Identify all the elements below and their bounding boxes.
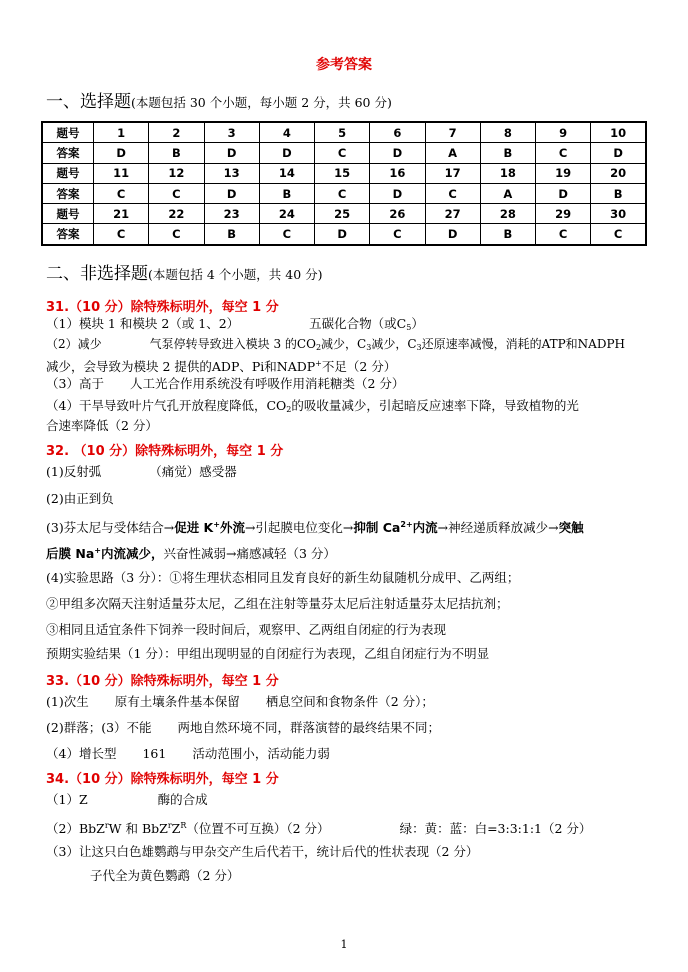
q33-text: (2)群落；(3）不能 xyxy=(46,720,152,735)
table-cell: C xyxy=(315,143,370,163)
table-row xyxy=(42,183,646,203)
q31-answer-2c: 减少，C xyxy=(321,337,367,351)
page-number: 1 xyxy=(340,938,348,951)
q33-text: （4）增长型 xyxy=(46,746,117,761)
q31-answer-2b: 气泵停转导致进入模块 3 的CO xyxy=(149,337,316,351)
q32-bold: 内流 xyxy=(412,520,438,535)
q31-heading: 31.（10 分）除特殊标明外，每空 1 分 xyxy=(46,300,279,315)
table-cell: D xyxy=(536,183,591,203)
q32-line-3 xyxy=(46,515,646,538)
table-cell: C xyxy=(259,224,314,245)
q32-sup: + xyxy=(213,520,220,529)
q32-sup: + xyxy=(94,546,101,555)
q32-line-7: ③相同且适宜条件下饲养一段时间后，观察甲、乙两组自闭症的行为表现 xyxy=(46,622,447,637)
table-cell: 19 xyxy=(536,163,591,183)
q34-text: （2）BbZ xyxy=(46,821,105,836)
q34-line-4: 子代全为黄色鹦鹉（2 分） xyxy=(90,868,240,883)
table-cell: C xyxy=(425,183,480,203)
section-2-note: (本题包括 4 个小题，共 40 分) xyxy=(148,267,323,282)
page-title: 参考答案 xyxy=(316,57,372,73)
q34-heading: 34.（10 分）除特殊标明外，每空 1 分 xyxy=(46,772,279,787)
q34-line-3: （3）让这只白色雄鹦鹉与甲杂交产生后代若干，统计后代的性状表现（2 分） xyxy=(46,844,479,859)
section-2-title: 二、非选择题 xyxy=(46,264,148,284)
table-cell: C xyxy=(536,224,591,245)
row-label: 题号 xyxy=(42,122,94,143)
table-cell: D xyxy=(425,224,480,245)
q32-heading: 32. （10 分）除特殊标明外，每空 1 分 xyxy=(46,444,284,459)
q32-text: 兴奋性减弱→痛感减轻（3 分） xyxy=(163,546,336,561)
q31-answer-3: （3）高于 xyxy=(46,376,104,391)
table-cell: 20 xyxy=(591,163,646,183)
table-cell: 27 xyxy=(425,204,480,224)
table-cell: B xyxy=(259,183,314,203)
q32-bold: 内流减少， xyxy=(100,546,164,561)
table-cell: 10 xyxy=(591,122,646,143)
q31-paren: ） xyxy=(411,316,424,331)
table-cell: 12 xyxy=(149,163,204,183)
table-cell: 9 xyxy=(536,122,591,143)
q32-sup: 2+ xyxy=(400,520,413,529)
table-cell: D xyxy=(370,143,425,163)
q31-line-6: 合速率降低（2 分） xyxy=(46,418,158,433)
q31-sub: 2 xyxy=(315,343,322,352)
table-row xyxy=(42,224,646,245)
q31-answer-2a: （2）减少 xyxy=(46,337,102,351)
q33-text: 活动范围小，活动能力弱 xyxy=(192,746,330,761)
table-cell: 29 xyxy=(536,204,591,224)
table-cell: C xyxy=(149,224,204,245)
table-cell: B xyxy=(480,143,535,163)
table-cell: 18 xyxy=(480,163,535,183)
row-label: 题号 xyxy=(42,163,94,183)
table-cell: 7 xyxy=(425,122,480,143)
q33-line-3 xyxy=(46,744,646,764)
table-cell: D xyxy=(315,224,370,245)
table-cell: D xyxy=(259,143,314,163)
q34-line-2 xyxy=(46,816,646,839)
q34-text: （1）Z xyxy=(46,792,88,807)
q32-line-2: (2)由正到负 xyxy=(46,491,114,506)
table-row xyxy=(42,163,646,183)
table-cell: 14 xyxy=(259,163,314,183)
q32-bold: 抑制 Ca xyxy=(353,520,401,535)
q34-sup: r xyxy=(104,821,109,830)
q33-text: 161 xyxy=(142,746,167,761)
table-cell: 2 xyxy=(149,122,204,143)
q32-text: →神经递质释放减少→ xyxy=(437,520,559,535)
table-cell: A xyxy=(425,143,480,163)
q34-text: 绿：黄：蓝：白=3:3:1:1（2 分） xyxy=(399,821,592,836)
q31-answer-2e: 还原速率减慢，消耗的ATP和NADPH xyxy=(421,337,626,351)
q34-text: （位置不可互换）（2 分） xyxy=(186,821,330,836)
table-cell: C xyxy=(149,183,204,203)
q33-line-1 xyxy=(46,692,646,712)
q33-heading: 33.（10 分）除特殊标明外，每空 1 分 xyxy=(46,674,279,689)
q32-answer-1b: （痛觉）感受器 xyxy=(149,464,237,479)
table-cell: C xyxy=(94,183,149,203)
q32-bold: 突触 xyxy=(558,520,584,535)
table-cell: 17 xyxy=(425,163,480,183)
table-cell: 23 xyxy=(204,204,259,224)
q31-answer-2d: 减少，C xyxy=(371,337,417,351)
table-cell: A xyxy=(480,183,535,203)
table-cell: D xyxy=(204,183,259,203)
table-row xyxy=(42,122,646,143)
table-cell: 6 xyxy=(370,122,425,143)
table-cell: 25 xyxy=(315,204,370,224)
q31-answer-1: （1）模块 1 和模块 2（或 1、2） xyxy=(46,316,240,331)
q32-text: →引起膜电位变化→ xyxy=(244,520,354,535)
q31-answer-3b: 人工光合作用系统没有呼吸作用消耗糖类（2 分） xyxy=(129,376,405,391)
q33-text: 栖息空间和食物条件（2 分）； xyxy=(265,694,434,709)
q31-sup: + xyxy=(315,359,322,368)
q31-sub: 3 xyxy=(416,343,422,352)
table-cell: B xyxy=(591,183,646,203)
table-cell: 5 xyxy=(315,122,370,143)
q31-sub: 5 xyxy=(406,323,412,332)
q31-line-4 xyxy=(46,374,646,394)
q32-line-1 xyxy=(46,462,646,482)
q31-answer-4b: 的吸收量减少，引起暗反应速率下降，导致植物的光 xyxy=(291,398,579,413)
q33-text: (1)次生 xyxy=(46,694,89,709)
table-cell: B xyxy=(480,224,535,245)
table-cell: 3 xyxy=(204,122,259,143)
table-cell: D xyxy=(591,143,646,163)
table-cell: 8 xyxy=(480,122,535,143)
q31-answer-1b: 五碳化合物（或C xyxy=(309,316,407,331)
table-cell: 15 xyxy=(315,163,370,183)
table-cell: D xyxy=(94,143,149,163)
q32-bold: 后膜 Na xyxy=(46,546,95,561)
q34-text: W 和 BbZ xyxy=(108,821,168,836)
table-cell: C xyxy=(370,224,425,245)
q31-answer-4a: （4）干旱导致叶片气孔开放程度降低，CO xyxy=(46,398,287,413)
table-cell: C xyxy=(94,224,149,245)
table-row xyxy=(42,204,646,224)
table-cell: 22 xyxy=(149,204,204,224)
q32-answer-1a: (1)反射弧 xyxy=(46,464,102,479)
q31-answer-3a: 减少，会导致为模块 2 提供的ADP、Pi和NADP xyxy=(46,359,316,374)
section-1-heading xyxy=(46,90,392,115)
q31-sub: 2 xyxy=(286,405,292,414)
table-cell: 24 xyxy=(259,204,314,224)
q32-line-6: ②甲组多次隔天注射适量芬太尼，乙组在注射等量芬太尼后注射适量芬太尼拮抗剂； xyxy=(46,596,509,611)
answer-table xyxy=(41,121,647,246)
q33-line-2 xyxy=(46,718,646,738)
table-cell: 26 xyxy=(370,204,425,224)
table-cell: D xyxy=(204,143,259,163)
q32-line-4 xyxy=(46,541,646,564)
section-1-note: (本题包括 30 个小题，每小题 2 分，共 60 分) xyxy=(131,95,392,110)
table-cell: 28 xyxy=(480,204,535,224)
table-cell: 30 xyxy=(591,204,646,224)
row-label: 题号 xyxy=(42,204,94,224)
table-cell: 1 xyxy=(94,122,149,143)
table-cell: 4 xyxy=(259,122,314,143)
table-cell: 11 xyxy=(94,163,149,183)
q34-line-1 xyxy=(46,790,646,810)
table-cell: D xyxy=(370,183,425,203)
row-label: 答案 xyxy=(42,183,94,203)
q31-sub: 3 xyxy=(366,343,372,352)
q34-text: Z xyxy=(171,821,181,836)
q33-text: 原有土壤条件基本保留 xyxy=(114,694,240,709)
q31-answer-3b: 不足（2 分） xyxy=(321,359,397,374)
table-cell: 21 xyxy=(94,204,149,224)
section-2-heading xyxy=(46,262,323,287)
row-label: 答案 xyxy=(42,143,94,163)
q32-line-8: 预期实验结果（1 分）：甲组出现明显的自闭症行为表现，乙组自闭症行为不明显 xyxy=(46,646,490,661)
q32-line-5: (4)实验思路（3 分）：①将生理状态相同且发育良好的新生幼鼠随机分成甲、乙两组； xyxy=(46,570,520,585)
row-label: 答案 xyxy=(42,224,94,245)
table-cell: 13 xyxy=(204,163,259,183)
table-cell: B xyxy=(149,143,204,163)
table-cell: C xyxy=(536,143,591,163)
q34-sup: r xyxy=(167,821,172,830)
q32-bold: 外流 xyxy=(219,520,245,535)
q32-text: (3)芬太尼与受体结合→ xyxy=(46,520,175,535)
q34-sup: R xyxy=(180,821,187,830)
q33-text: 两地自然环境不同，群落演替的最终结果不同； xyxy=(177,720,441,735)
q32-bold: 促进 K xyxy=(174,520,214,535)
table-cell: 16 xyxy=(370,163,425,183)
q34-text: 酶的合成 xyxy=(157,792,208,807)
section-1-title: 一、选择题 xyxy=(46,92,131,112)
table-row xyxy=(42,143,646,163)
table-cell: B xyxy=(204,224,259,245)
table-cell: C xyxy=(315,183,370,203)
table-cell: C xyxy=(591,224,646,245)
